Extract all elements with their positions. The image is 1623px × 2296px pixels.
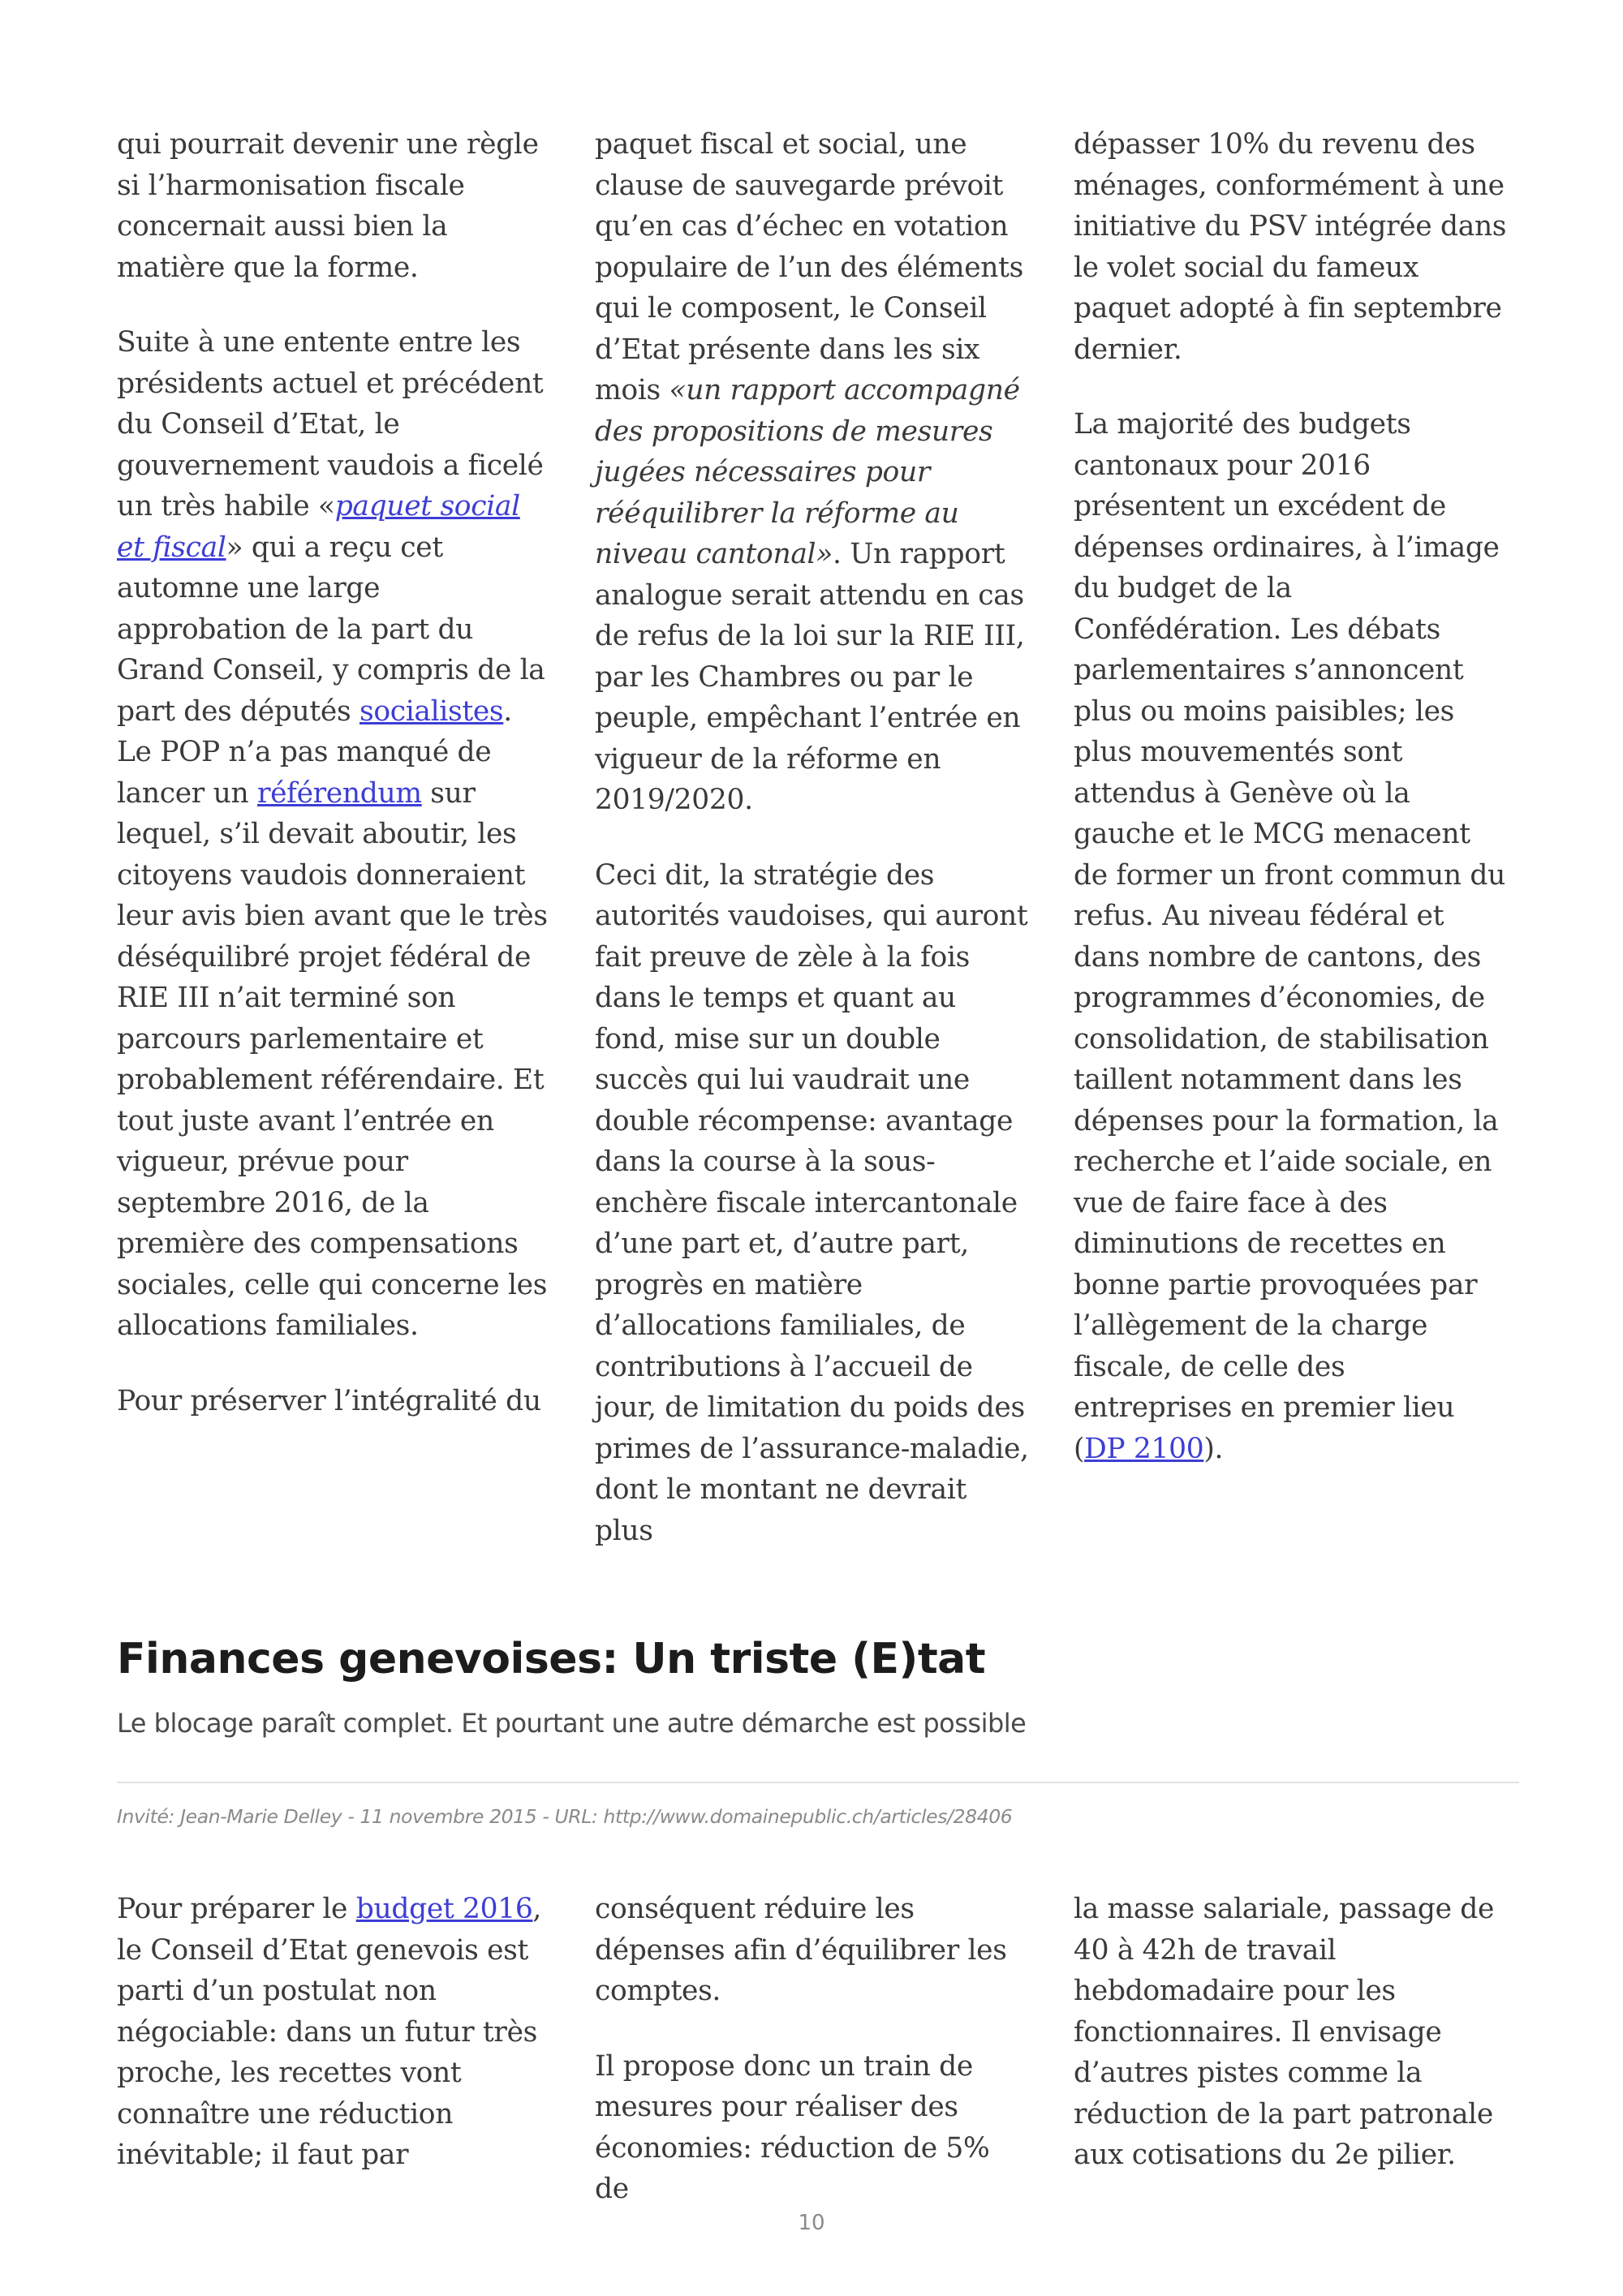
text-run: , le Conseil d’Etat genevois est parti d’un postulat non négociable: dans un futur très proche, les recettes vont connaître une réduction inévitable; il faut par (117, 1893, 542, 2171)
page-number: 10 (798, 2211, 825, 2235)
bottom-column-2 (595, 1889, 1029, 2244)
text-run: Pour préparer le (117, 1893, 356, 1925)
text-run: sur lequel, s’il devait aboutir, les citoyens vaudois donneraient leur avis bien avant que le très déséquilibré projet fédéral de RIE III n’ait terminé son parcours parlementaire et probablement référendaire. Et tout juste avant l’entrée en vigueur, prévue pour septembre 2016, de la première des compensations sociales, celle qui concerne les allocations familiales. (117, 776, 548, 1342)
link-text[interactable]: paquet social et fiscal (117, 490, 520, 564)
article-title: Finances genevoises: Un triste (E)tat (117, 1635, 986, 1683)
referendum-link[interactable]: référendum (256, 776, 422, 810)
article-subtitle: Le blocage paraît complet. Et pourtant une autre démarche est possible (117, 1708, 1027, 1739)
paragraph (117, 322, 551, 1347)
top-column-2 (595, 124, 1029, 1585)
text-run: Suite à une entente entre les présidents actuel et précédent du Conseil d’Etat, le gouvernement vaudois a ficelé un très habile « (117, 326, 544, 522)
budget-2016-link[interactable]: budget 2016 (355, 1893, 533, 1925)
paragraph: Il propose donc un train de mesures pour réaliser des économies: réduction de 5% de (595, 2049, 990, 2205)
text-run: ). (1203, 1432, 1224, 1465)
paragraph: Pour préserver l’intégralité du (117, 1384, 541, 1417)
text-run: . Un rapport analogue serait attendu en cas de refus de la loi sur la RIE III, par les Chambres ou par le peuple, empêchant l’entrée en vigueur de la réforme en 2019/2020. (595, 538, 1025, 816)
top-column-3 (1074, 124, 1508, 1503)
paragraph: Ceci dit, la stratégie des autorités vaudoises, qui auront fait preuve de zèle à la fois dans le temps et quant au fond, mise sur un double succès qui lui vaudrait une double récompense: avantage dans la course à la sous-enchère fiscale intercantonale d’une part et, d’autre part, progrès en matière d’allocations familiales, de contributions à l’accueil de jour, de limitation du poids des primes de l’assurance-maladie, dont le montant ne devrait plus (595, 858, 1029, 1547)
text-run: La majorité des budgets cantonaux pour 2016 présentent un excédent de dépenses ordinaires, à l’image du budget de la Confédération. Les débats parlementaires s’annoncent plus ou moins paisibles; les plus mouvementés sont attendus à Genève où la gauche et le MCG menacent de former un front commun du refus. Au niveau fédéral et dans nombre de cantons, des programmes d’économies, de consolidation, de stabilisation taillent notamment dans les dépenses pour la formation, la recherche et l’aide sociale, en vue de faire face à des diminutions de recettes en bonne partie provoquées par l’allègement de la charge fiscale, de celle des entreprises en premier lieu ( (1074, 408, 1506, 1465)
paragraph: la masse salariale, passage de 40 à 42h de travail hebdomadaire pour les fonctionnaires. Il envisage d’autres pistes comme la réduction de la part patronale aux cotisations du 2e pilier. (1074, 1893, 1495, 2171)
text-run: . Le POP n’a pas manqué de lancer un (117, 694, 512, 810)
bottom-column-1 (117, 1889, 551, 2210)
article-meta: Invité: Jean-Marie Delley - 11 novembre 2015 - URL: http://www.domainepublic.ch/articles/28406 (117, 1805, 1013, 1828)
dp-2100-link[interactable]: DP 2100 (1084, 1432, 1204, 1465)
divider (117, 1782, 1519, 1783)
bottom-column-3 (1074, 1889, 1508, 2210)
text-run: » qui a reçu cet automne une large approbation de la part du Grand Conseil, y compris de la part des députés (117, 531, 545, 728)
paragraph (595, 124, 1029, 821)
paragraph: conséquent réduire les dépenses afin d’équilibrer les comptes. (595, 1893, 1007, 2007)
paragraph (117, 1889, 551, 2176)
top-column-1 (117, 124, 551, 1455)
paragraph: dépasser 10% du revenu des ménages, conformément à une initiative du PSV intégrée dans le volet social du fameux paquet adopté à fin septembre dernier. (1074, 128, 1507, 366)
paragraph: qui pourrait devenir une règle si l’harmonisation fiscale concernait aussi bien la matière que la forme. (117, 128, 539, 284)
text-run: paquet fiscal et social, une clause de sauvegarde prévoit qu’en cas d’échec en votation populaire de l’un des éléments qui le composent, le Conseil d’Etat présente dans les six mois (595, 128, 1024, 406)
quote: «un rapport accompagné des propositions de mesures jugées nécessaires pour rééquilibrer la réforme au niveau cantonal» (595, 374, 1020, 570)
socialistes-link[interactable]: socialistes (359, 694, 504, 728)
paragraph (1074, 404, 1508, 1469)
